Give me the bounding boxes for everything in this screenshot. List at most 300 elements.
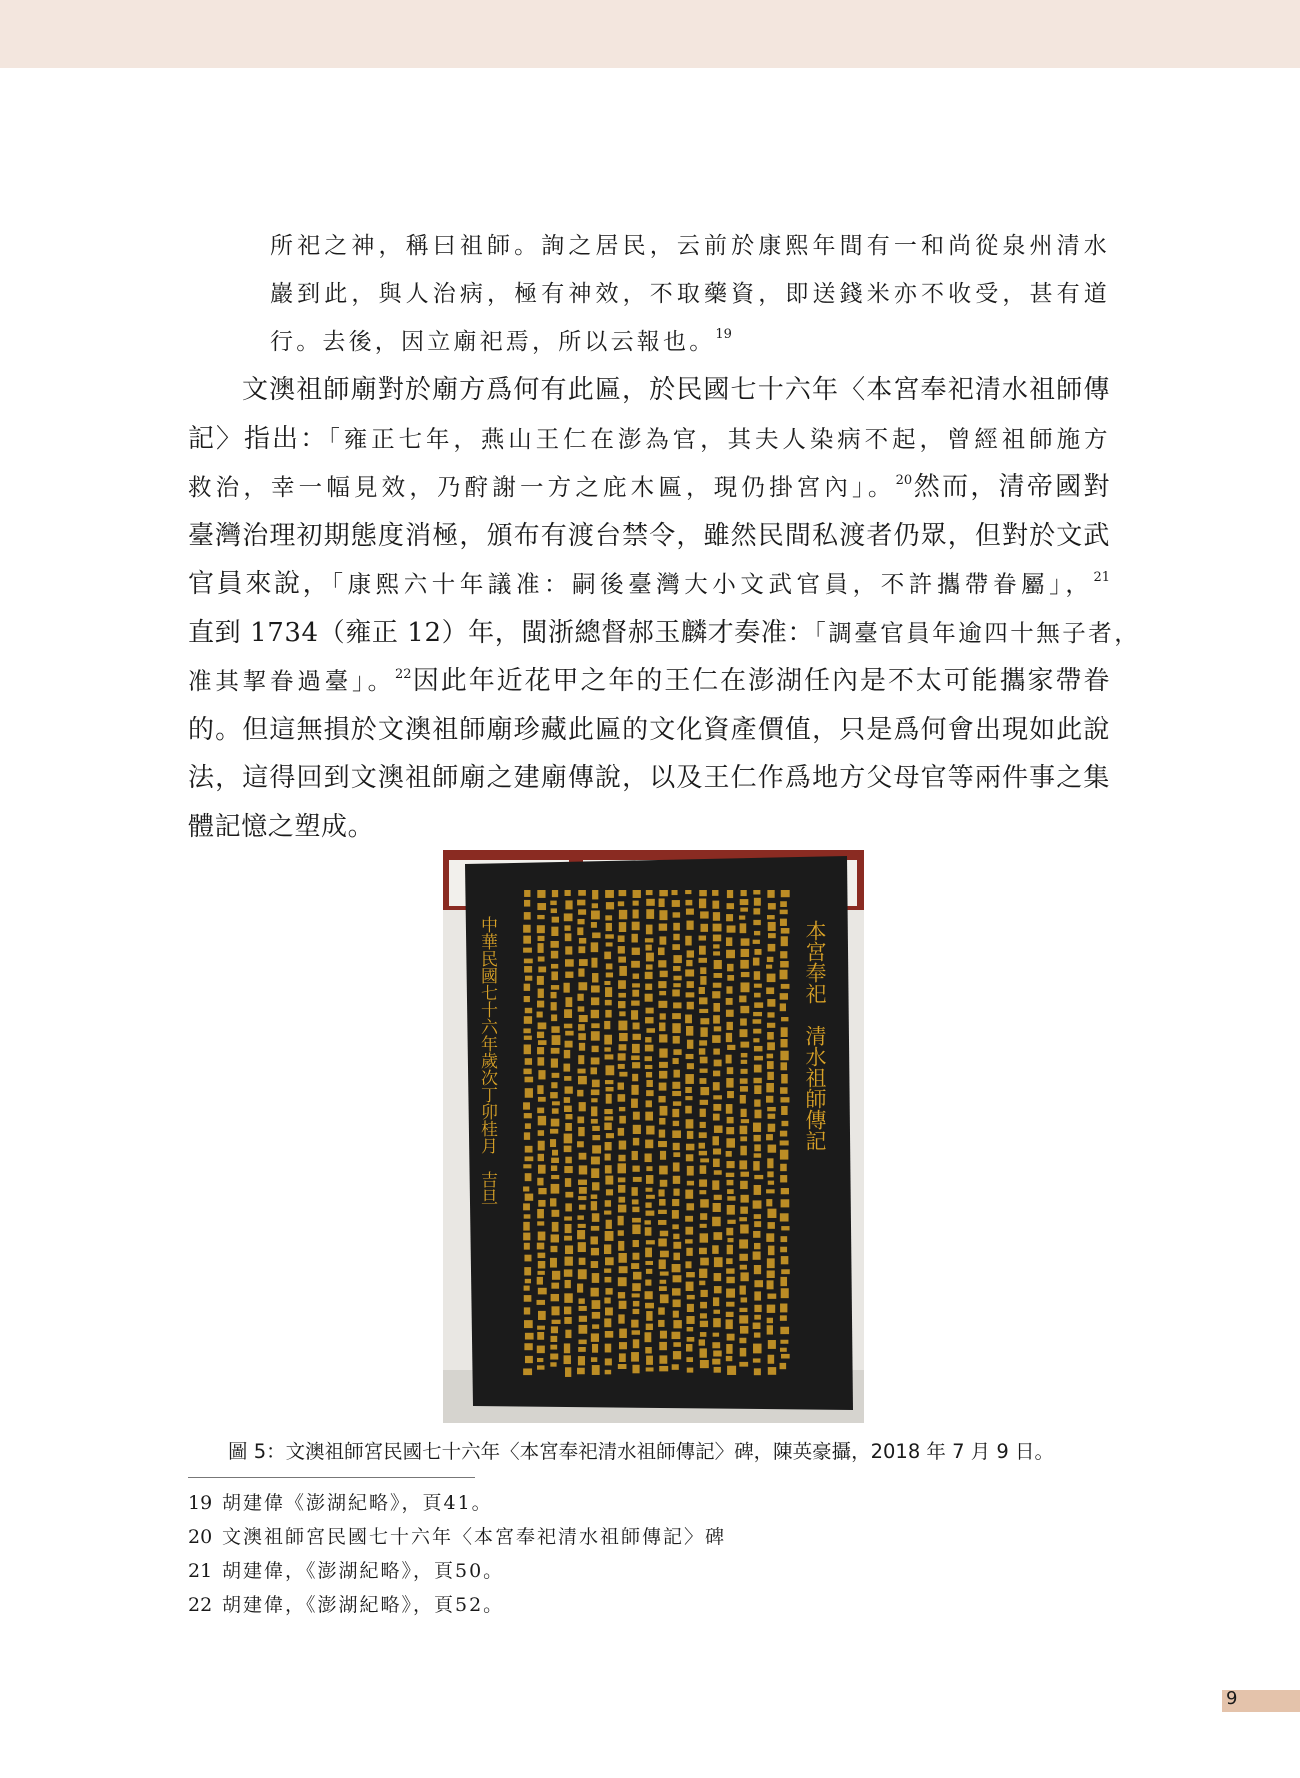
inscription-glyph bbox=[619, 1033, 628, 1041]
inscription-glyph bbox=[618, 1292, 625, 1298]
inscription-glyph bbox=[537, 1332, 544, 1340]
inscription-glyph bbox=[740, 899, 749, 905]
inscription-glyph bbox=[605, 1165, 612, 1173]
inscription-glyph bbox=[673, 934, 679, 940]
inscription-glyph bbox=[551, 1082, 557, 1088]
inscription-glyph bbox=[658, 981, 666, 988]
inscription-glyph bbox=[658, 947, 665, 955]
inscription-glyph bbox=[632, 1074, 638, 1081]
inscription-glyph bbox=[767, 1023, 775, 1028]
body-line: 記〉指出：「雍正七年，燕山王仁在澎為官，其夫人染病不起，曾經祖師施方 bbox=[188, 423, 1110, 454]
inscription-glyph bbox=[645, 994, 653, 1002]
inscription-glyph bbox=[578, 890, 586, 896]
inscription-glyph bbox=[645, 1045, 654, 1052]
inscription-glyph bbox=[537, 1085, 543, 1094]
inscription-glyph bbox=[727, 1189, 734, 1194]
inscription-glyph bbox=[659, 936, 666, 944]
inscription-glyph bbox=[781, 1106, 787, 1115]
inscription-glyph bbox=[633, 1177, 642, 1182]
inscription-glyph bbox=[753, 1358, 761, 1362]
inscription-glyph bbox=[767, 1032, 774, 1040]
inscription-glyph bbox=[753, 1344, 762, 1354]
inscription-glyph bbox=[646, 890, 653, 895]
inscription-glyph bbox=[525, 1077, 534, 1083]
inscription-glyph bbox=[631, 1352, 639, 1362]
inscription-glyph bbox=[740, 1326, 748, 1334]
inscription-glyph bbox=[767, 1280, 774, 1289]
inscription-glyph bbox=[672, 1210, 679, 1219]
inscription-glyph bbox=[537, 1178, 543, 1186]
inscription-glyph bbox=[768, 944, 776, 952]
inscription-glyph bbox=[605, 1065, 614, 1075]
inscription-glyph bbox=[673, 1036, 680, 1044]
inscription-glyph bbox=[673, 1058, 679, 1064]
inscription-glyph bbox=[577, 1090, 583, 1097]
inscription-glyph bbox=[604, 1123, 611, 1130]
footnote-ref-22[interactable]: 22 bbox=[394, 667, 412, 682]
inscription-glyph bbox=[523, 1233, 530, 1241]
inscription-glyph bbox=[606, 963, 613, 969]
inscription-glyph bbox=[713, 1318, 721, 1327]
inscription-glyph bbox=[579, 959, 588, 966]
inscription-glyph bbox=[592, 1080, 600, 1088]
inscription-glyph bbox=[686, 1357, 693, 1362]
inscription-glyph bbox=[768, 1181, 774, 1185]
footnote-divider bbox=[188, 1477, 475, 1478]
inscription-glyph bbox=[579, 1043, 585, 1051]
inscription-glyph bbox=[525, 1123, 531, 1129]
inscription-glyph bbox=[686, 1154, 693, 1161]
inscription-glyph bbox=[768, 1222, 775, 1229]
inscription-glyph bbox=[564, 913, 573, 921]
inscription-glyph bbox=[565, 1203, 572, 1211]
inscription-glyph bbox=[618, 1253, 626, 1263]
inscription-glyph bbox=[552, 917, 559, 923]
inscription-glyph bbox=[658, 1141, 667, 1147]
inscription-glyph bbox=[659, 910, 667, 920]
inscription-glyph bbox=[767, 1042, 775, 1050]
inscription-glyph bbox=[592, 1300, 601, 1309]
inscription-glyph bbox=[552, 1271, 560, 1280]
inscription-glyph bbox=[592, 1145, 601, 1153]
inscription-glyph bbox=[726, 1228, 733, 1236]
inscription-glyph bbox=[565, 1367, 571, 1377]
inscription-glyph bbox=[659, 1342, 667, 1350]
inscription-glyph bbox=[565, 946, 572, 954]
inscription-glyph bbox=[686, 1026, 693, 1036]
inscription-glyph bbox=[525, 1356, 533, 1363]
inscription-glyph bbox=[672, 1364, 679, 1370]
inscription-glyph bbox=[660, 1280, 667, 1284]
inscription-glyph bbox=[780, 1062, 787, 1070]
inscription-glyph bbox=[754, 971, 760, 980]
inscription-glyph bbox=[523, 1028, 530, 1033]
inscription-glyph bbox=[551, 1058, 558, 1067]
footnote-ref-21[interactable]: 21 bbox=[1093, 570, 1110, 585]
inscription-glyph bbox=[565, 1086, 573, 1093]
inscription-glyph bbox=[525, 976, 532, 981]
inscription-glyph bbox=[632, 1225, 640, 1235]
inscription-glyph bbox=[618, 1128, 624, 1136]
inscription-glyph bbox=[564, 1064, 571, 1072]
inscription-glyph bbox=[537, 1221, 544, 1225]
inscription-glyph bbox=[538, 1165, 546, 1174]
inscription-glyph bbox=[740, 923, 747, 933]
inscription-glyph bbox=[525, 1008, 532, 1013]
inscription-glyph bbox=[672, 1264, 681, 1272]
inscription-glyph bbox=[727, 925, 736, 932]
inscription-glyph bbox=[767, 915, 775, 919]
inscription-glyph bbox=[767, 1012, 774, 1017]
inscription-glyph bbox=[551, 1002, 557, 1010]
inscription-glyph bbox=[632, 934, 638, 943]
footnote-ref-19[interactable]: 19 bbox=[715, 327, 732, 342]
inscription-glyph bbox=[537, 1032, 544, 1038]
inscription-glyph bbox=[726, 1033, 732, 1042]
inscription-glyph bbox=[673, 923, 680, 931]
inscription-glyph bbox=[753, 1012, 762, 1016]
inscription-glyph bbox=[659, 1130, 665, 1138]
inscription-glyph bbox=[780, 1087, 787, 1094]
inscription-glyph bbox=[699, 1132, 707, 1138]
inscription-glyph bbox=[632, 1293, 640, 1297]
inscription-glyph bbox=[767, 1072, 774, 1080]
inscription-glyph bbox=[564, 1317, 571, 1324]
inscription-glyph bbox=[524, 1343, 532, 1350]
inscription-glyph bbox=[591, 1333, 599, 1341]
inscription-glyph bbox=[781, 1188, 789, 1194]
inscription-glyph bbox=[605, 1288, 612, 1294]
inscription-glyph bbox=[727, 1091, 734, 1098]
inscription-glyph bbox=[659, 1083, 667, 1091]
inscription-glyph bbox=[525, 1194, 534, 1201]
inscription-glyph bbox=[673, 912, 681, 917]
inscription-glyph bbox=[726, 1344, 732, 1354]
inscription-glyph bbox=[687, 981, 694, 988]
inscription-glyph bbox=[591, 997, 599, 1005]
inscription-glyph bbox=[645, 1303, 654, 1309]
inscription-glyph bbox=[754, 1185, 761, 1195]
inscription-glyph bbox=[632, 1062, 640, 1068]
inscription-glyph bbox=[714, 1126, 723, 1133]
inscription-glyph bbox=[713, 951, 720, 955]
inscription-glyph bbox=[673, 1143, 680, 1150]
inscription-glyph bbox=[565, 959, 574, 966]
inscription-glyph bbox=[618, 1197, 625, 1203]
inscription-glyph bbox=[524, 1044, 531, 1054]
inscription-glyph bbox=[618, 901, 624, 906]
inscription-glyph bbox=[726, 1161, 734, 1168]
footnote-20: 20 文澳祖師宮民國七十六年〈本宮奉祀清水祖師傳記〉碑 bbox=[188, 1526, 727, 1548]
inscription-glyph bbox=[605, 987, 612, 997]
inscription-glyph bbox=[604, 1297, 610, 1303]
inscription-glyph bbox=[604, 1211, 611, 1215]
inscription-glyph bbox=[673, 955, 681, 963]
inscription-glyph bbox=[538, 1232, 546, 1241]
inscription-glyph bbox=[578, 946, 585, 953]
inscription-glyph bbox=[686, 909, 694, 915]
inscription-glyph bbox=[537, 1209, 544, 1218]
inscription-glyph bbox=[604, 1035, 612, 1045]
inscription-glyph bbox=[523, 1368, 532, 1375]
inscription-glyph bbox=[579, 1187, 587, 1194]
inscription-glyph bbox=[645, 938, 653, 942]
inscription-glyph bbox=[632, 1151, 638, 1160]
inscription-glyph bbox=[753, 1078, 761, 1083]
inscription-glyph bbox=[605, 1277, 612, 1283]
inscription-glyph bbox=[604, 1047, 610, 1051]
inscription-glyph bbox=[564, 1236, 572, 1241]
inscription-glyph bbox=[604, 1109, 612, 1114]
inscription-glyph bbox=[523, 936, 531, 944]
inscription-glyph bbox=[686, 1203, 694, 1210]
inscription-glyph bbox=[672, 1288, 681, 1295]
inscription-glyph bbox=[591, 1157, 600, 1165]
inscription-glyph bbox=[618, 1216, 624, 1226]
inscription-glyph bbox=[645, 1347, 652, 1353]
inscription-glyph bbox=[631, 1320, 638, 1328]
inscription-glyph bbox=[754, 1085, 761, 1094]
inscription-glyph bbox=[564, 1050, 570, 1058]
inscription-glyph bbox=[538, 1261, 545, 1269]
inscription-glyph bbox=[687, 1304, 694, 1312]
inscription-glyph bbox=[633, 1240, 639, 1247]
inscription-glyph bbox=[591, 1248, 599, 1255]
inscription-glyph bbox=[591, 1010, 599, 1018]
inscription-glyph bbox=[633, 1301, 639, 1307]
inscription-glyph bbox=[565, 1041, 573, 1048]
inscription-glyph bbox=[592, 1182, 599, 1190]
inscription-glyph bbox=[538, 1253, 546, 1258]
inscription-glyph bbox=[551, 1119, 560, 1127]
inscription-glyph bbox=[660, 1231, 668, 1237]
inscription-glyph bbox=[633, 1272, 641, 1280]
inscription-glyph bbox=[525, 1173, 532, 1181]
inscription-glyph bbox=[550, 1092, 558, 1098]
inscription-glyph bbox=[537, 1365, 544, 1369]
inscription-glyph bbox=[780, 1097, 789, 1102]
inscription-glyph bbox=[577, 1215, 583, 1219]
inscription-glyph bbox=[632, 948, 640, 955]
inscription-glyph bbox=[537, 1300, 546, 1305]
inscription-glyph bbox=[673, 1234, 679, 1239]
inscription-glyph bbox=[538, 1311, 546, 1320]
inscription-glyph bbox=[565, 1031, 573, 1036]
inscription-glyph bbox=[605, 1154, 611, 1161]
inscription-glyph bbox=[713, 1049, 720, 1055]
inscription-glyph bbox=[605, 1080, 613, 1084]
inscription-glyph bbox=[781, 1269, 790, 1274]
inscription-glyph bbox=[673, 1152, 680, 1157]
inscription-glyph bbox=[699, 1143, 705, 1149]
inscription-glyph bbox=[781, 1199, 790, 1207]
inscription-glyph bbox=[741, 982, 750, 992]
inscription-glyph bbox=[726, 986, 732, 993]
page-number: 9 bbox=[1226, 1688, 1238, 1709]
inscription-glyph bbox=[714, 960, 722, 969]
inscription-glyph bbox=[604, 952, 611, 960]
inscription-glyph bbox=[604, 981, 610, 985]
inscription-glyph bbox=[766, 1083, 774, 1092]
inscription-glyph bbox=[633, 890, 641, 898]
inscription-glyph bbox=[753, 1323, 761, 1329]
inscription-glyph bbox=[753, 920, 760, 925]
inscription-glyph bbox=[577, 919, 584, 924]
footnote-ref-20[interactable]: 20 bbox=[895, 473, 913, 488]
inscription-glyph bbox=[538, 1288, 547, 1295]
inscription-glyph bbox=[780, 1315, 787, 1320]
inscription-glyph bbox=[726, 1055, 732, 1064]
inscription-glyph bbox=[780, 993, 788, 1000]
inscription-glyph bbox=[591, 942, 598, 952]
inscription-glyph bbox=[564, 1076, 571, 1081]
inscription-glyph bbox=[753, 1231, 760, 1238]
inscription-glyph bbox=[713, 935, 721, 942]
inscription-glyph bbox=[781, 1074, 787, 1083]
inscription-glyph bbox=[714, 1195, 722, 1200]
inscription-glyph bbox=[780, 1213, 789, 1221]
inscription-glyph bbox=[754, 1056, 763, 1061]
inscription-glyph bbox=[686, 1119, 694, 1128]
inscription-glyph bbox=[632, 1199, 639, 1204]
inscription-glyph bbox=[538, 1154, 544, 1161]
inscription-glyph bbox=[700, 976, 706, 985]
inscription-glyph bbox=[537, 1346, 545, 1354]
inscription-glyph bbox=[740, 1265, 747, 1270]
inscription-glyph bbox=[591, 1031, 600, 1040]
inscription-glyph bbox=[727, 1245, 733, 1254]
inscription-glyph bbox=[525, 1279, 531, 1283]
inscription-glyph bbox=[767, 1171, 773, 1177]
inscription-glyph bbox=[780, 1150, 788, 1160]
inscription-glyph bbox=[551, 1234, 559, 1242]
inscription-glyph bbox=[726, 914, 733, 921]
inscription-glyph bbox=[565, 1123, 572, 1131]
inscription-glyph bbox=[700, 1258, 709, 1266]
inscription-glyph bbox=[645, 945, 651, 951]
inscription-glyph bbox=[591, 1168, 599, 1178]
inscription-glyph bbox=[618, 1205, 626, 1213]
inscription-glyph bbox=[713, 1082, 720, 1090]
inscription-glyph bbox=[740, 1195, 748, 1203]
inscription-glyph bbox=[646, 1126, 654, 1135]
inscription-glyph bbox=[700, 1332, 706, 1337]
inscription-glyph bbox=[578, 1196, 586, 1200]
inscription-glyph bbox=[524, 984, 530, 991]
inscription-glyph bbox=[700, 1158, 709, 1162]
inscription-glyph bbox=[713, 1297, 719, 1306]
inscription-glyph bbox=[646, 1188, 653, 1192]
inscription-glyph bbox=[672, 1199, 679, 1206]
inscription-glyph bbox=[524, 1132, 530, 1140]
inscription-glyph bbox=[754, 1214, 761, 1219]
inscription-glyph bbox=[713, 1203, 721, 1212]
inscription-glyph bbox=[713, 1350, 721, 1356]
stele-photo bbox=[443, 850, 864, 1423]
inscription-glyph bbox=[727, 1238, 733, 1242]
inscription-glyph bbox=[686, 1316, 694, 1324]
inscription-glyph bbox=[578, 1224, 586, 1228]
inscription-glyph bbox=[645, 972, 653, 979]
inscription-glyph bbox=[619, 910, 627, 919]
inscription-glyph bbox=[687, 1063, 694, 1069]
inscription-glyph bbox=[713, 1095, 722, 1099]
inscription-glyph bbox=[700, 1069, 708, 1073]
inscription-glyph bbox=[565, 1330, 571, 1338]
inscription-glyph bbox=[645, 984, 652, 990]
inscription-glyph bbox=[552, 890, 558, 897]
inscription-glyph bbox=[740, 1006, 749, 1013]
inscription-glyph bbox=[713, 912, 720, 921]
inscription-glyph bbox=[564, 1024, 572, 1029]
inscription-glyph bbox=[687, 1337, 695, 1342]
figure-caption: 圖 5：文澳祖師宮民國七十六年〈本宮奉祀清水祖師傳記〉碑，陳英豪攝，2018 年 7 月 9 日。 bbox=[228, 1440, 1055, 1463]
inscription-glyph bbox=[524, 1320, 533, 1328]
inscription-glyph bbox=[605, 1307, 613, 1315]
inscription-glyph bbox=[686, 1282, 694, 1291]
inscription-glyph bbox=[713, 1071, 720, 1077]
inscription-glyph bbox=[618, 1314, 624, 1323]
inscription-glyph bbox=[672, 890, 678, 895]
inscription-glyph bbox=[605, 1176, 613, 1185]
inscription-glyph bbox=[619, 966, 627, 976]
inscription-glyph bbox=[565, 1114, 572, 1119]
inscription-glyph bbox=[659, 1022, 665, 1031]
inscription-glyph bbox=[523, 1186, 529, 1191]
inscription-glyph bbox=[781, 1226, 789, 1230]
inscription-glyph bbox=[564, 1216, 572, 1220]
inscription-glyph bbox=[659, 1286, 667, 1291]
inscription-glyph bbox=[578, 968, 584, 976]
inscription-glyph bbox=[768, 1114, 776, 1119]
inscription-glyph bbox=[577, 1368, 585, 1375]
inscription-glyph bbox=[659, 991, 666, 995]
inscription-glyph bbox=[699, 987, 705, 994]
inscription-glyph bbox=[686, 1054, 694, 1059]
inscription-glyph bbox=[727, 1180, 734, 1185]
inscription-glyph bbox=[685, 936, 691, 946]
inscription-glyph bbox=[780, 970, 788, 980]
inscription-glyph bbox=[618, 1083, 624, 1090]
inscription-glyph bbox=[754, 1291, 761, 1300]
inscription-glyph bbox=[632, 990, 639, 997]
inscription-glyph bbox=[550, 1139, 556, 1147]
inscription-glyph bbox=[551, 971, 558, 980]
inscription-glyph bbox=[712, 1217, 721, 1226]
inscription-glyph bbox=[645, 1140, 653, 1149]
inscription-glyph bbox=[565, 1245, 573, 1254]
inscription-glyph bbox=[713, 983, 722, 988]
inscription-glyph bbox=[768, 1124, 776, 1132]
inscription-glyph bbox=[618, 935, 625, 942]
body-line: 臺灣治理初期態度消極，頒布有渡台禁令，雖然民間私渡者仍眾，但對於文武 bbox=[188, 520, 1110, 551]
inscription-glyph bbox=[659, 1355, 667, 1363]
inscription-glyph bbox=[727, 1196, 735, 1200]
inscription-glyph bbox=[713, 1148, 721, 1154]
inscription-glyph bbox=[741, 1297, 748, 1302]
inscription-glyph bbox=[766, 987, 774, 994]
inscription-glyph bbox=[618, 1177, 625, 1182]
inscription-glyph bbox=[754, 1315, 761, 1320]
inscription-glyph bbox=[604, 1318, 611, 1327]
inscription-glyph bbox=[767, 999, 775, 1007]
inscription-glyph bbox=[700, 924, 708, 932]
inscription-glyph bbox=[618, 1185, 625, 1193]
inscription-glyph bbox=[754, 1265, 761, 1274]
footnote-21: 21 胡建偉，《澎湖紀略》，頁50。 bbox=[188, 1560, 505, 1582]
inscription-glyph bbox=[686, 1248, 692, 1256]
inscription-glyph bbox=[686, 992, 695, 997]
